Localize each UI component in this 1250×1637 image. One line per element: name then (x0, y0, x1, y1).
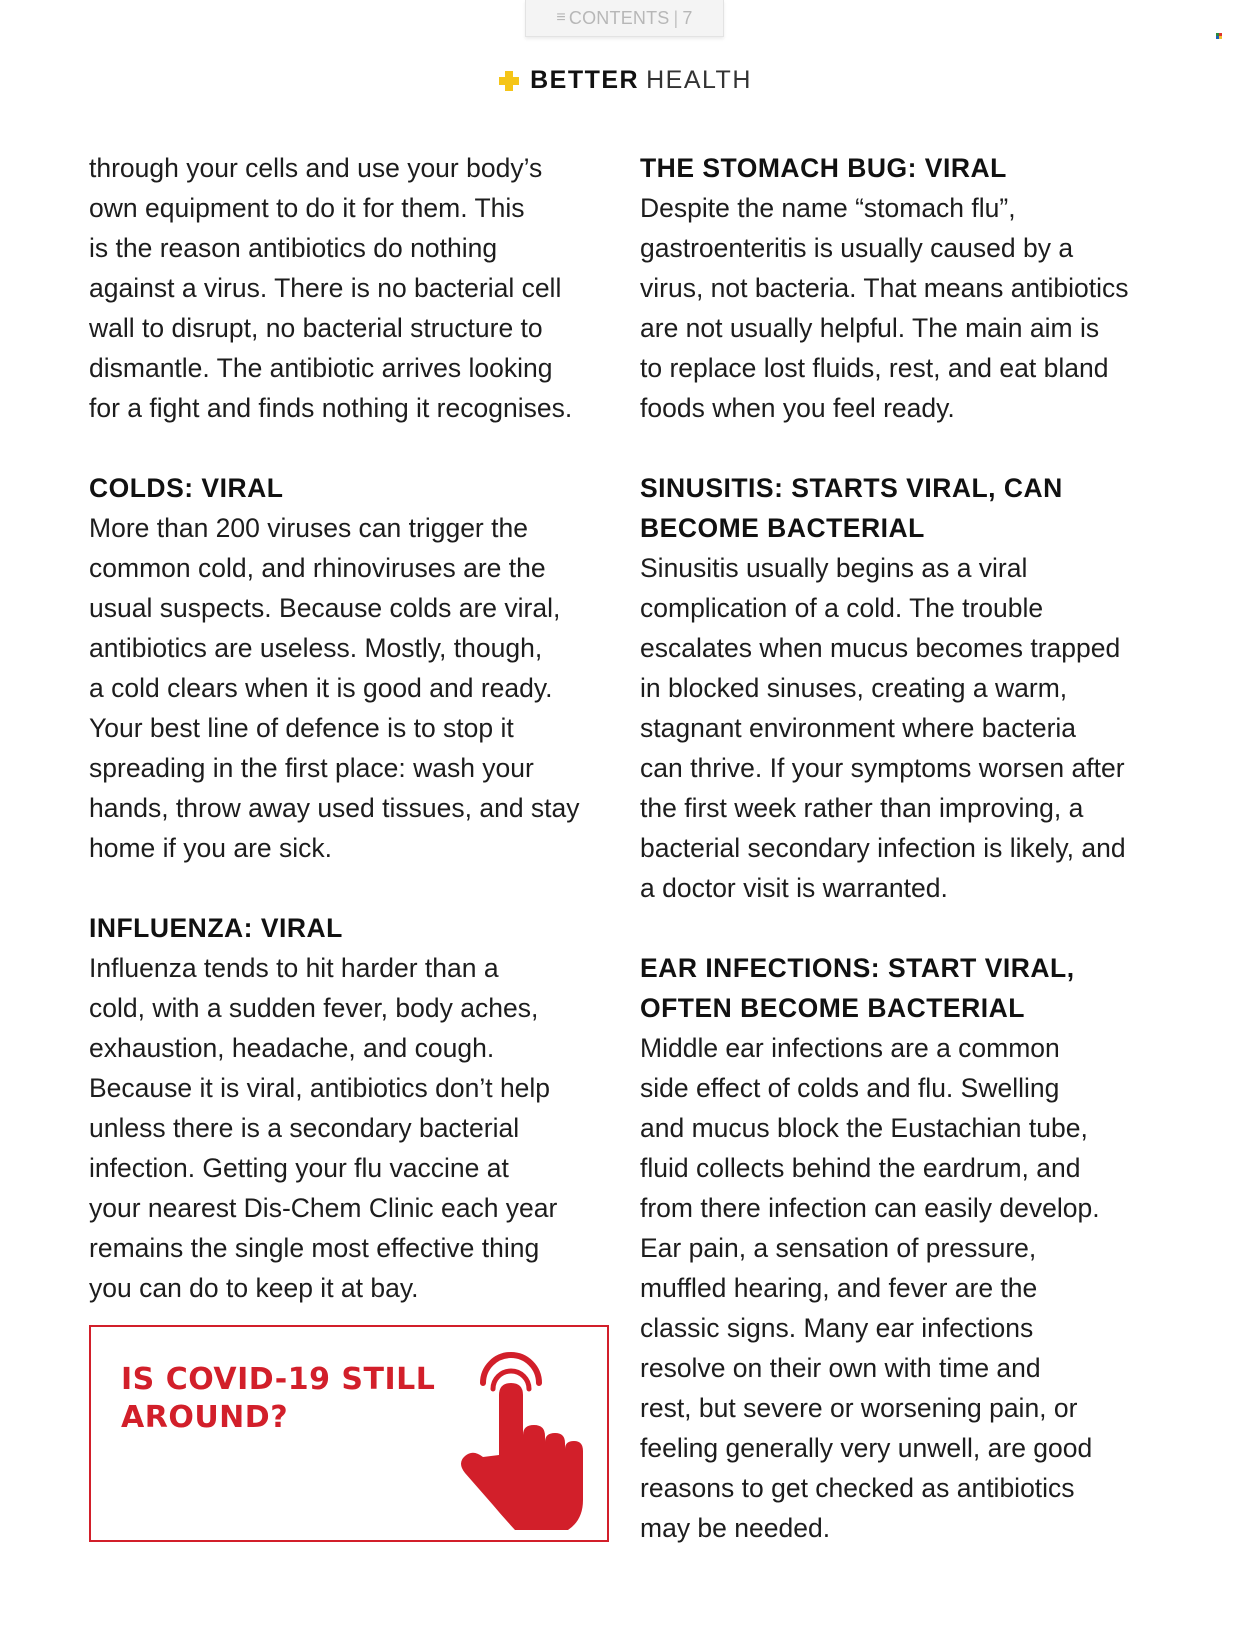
plus-cross-icon (498, 70, 520, 92)
stomach-bug-body: Despite the name “stomach flu”, gastroenteritis is usually caused by a virus, not bacteria. That means antibiotics are not usually helpful. The main aim is to replace lost fluids, rest, and eat bland foods when you feel ready. (640, 193, 1129, 423)
colds-heading: COLDS: VIRAL (89, 473, 284, 503)
stomach-bug-heading: THE STOMACH BUG: VIRAL (640, 153, 1007, 183)
covid-callout-title: IS COVID-19 STILL AROUND? (121, 1362, 436, 1435)
left-column (89, 148, 614, 1308)
influenza-body: Influenza tends to hit harder than a cold, with a sudden fever, body aches, exhaustion, headache, and cough. Because it is viral, antibiotics don’t help unless there is a secondary bacterial infection. Getting your flu vaccine at your nearest Dis-Chem Clinic each year remains the single most effective thing you can do to keep it at bay. (89, 953, 558, 1303)
sinusitis-body: Sinusitis usually begins as a viral complication of a cold. The trouble escalates when mucus becomes trapped in blocked sinuses, creating a warm, stagnant environment where bacteria can thrive. If your symptoms worsen after the first week rather than improving, a bacterial secondary infection is likely, and a doctor visit is warranted. (640, 553, 1126, 903)
covid-callout-link[interactable] (89, 1325, 609, 1542)
intro-paragraph: through your cells and use your body’s own equipment to do it for them. This is the reason antibiotics do nothing against a virus. There is no bacterial cell wall to disrupt, no bacterial structure to dismantle. The antibiotic arrives looking for a fight and finds nothing it recognises. (89, 153, 573, 423)
ear-infections-body: Middle ear infections are a common side effect of colds and flu. Swelling and mucus block the Eustachian tube, fluid collects behind the eardrum, and from there infection can easily develop. Ear pain, a sensation of pressure, muffled hearing, and fever are the classic signs. Many ear infections resolve on their own with time and rest, but severe or worsening pain, or feeling generally very unwell, are good reasons to get checked as antibiotics may be needed. (640, 1033, 1100, 1543)
corner-color-mark (1216, 33, 1223, 39)
ear-infections-heading: EAR INFECTIONS: START VIRAL, OFTEN BECOME BACTERIAL (640, 953, 1075, 1023)
nav-separator: | (673, 7, 679, 28)
page-number: 7 (682, 7, 693, 28)
colds-body: More than 200 viruses can trigger the common cold, and rhinoviruses are the usual suspects. Because colds are viral, antibiotics are useless. Mostly, though, a cold clears when it is good and ready. Your best line of defence is to stop it spreading in the first place: wash your hands, throw away used tissues, and stay home if you are sick. (89, 513, 580, 863)
right-column (640, 148, 1200, 1548)
influenza-heading: INFLUENZA: VIRAL (89, 913, 343, 943)
hand-pointer-tap-icon (453, 1345, 583, 1535)
menu-icon: ≡ (556, 9, 566, 26)
brand-header (0, 66, 1250, 95)
contents-label: CONTENTS (568, 7, 670, 28)
brand-name-light: HEALTH (646, 66, 752, 94)
contents-nav-button[interactable] (525, 0, 724, 37)
brand-name-bold: BETTER (530, 66, 640, 94)
sinusitis-heading: SINUSITIS: STARTS VIRAL, CAN BECOME BACTERIAL (640, 473, 1063, 543)
